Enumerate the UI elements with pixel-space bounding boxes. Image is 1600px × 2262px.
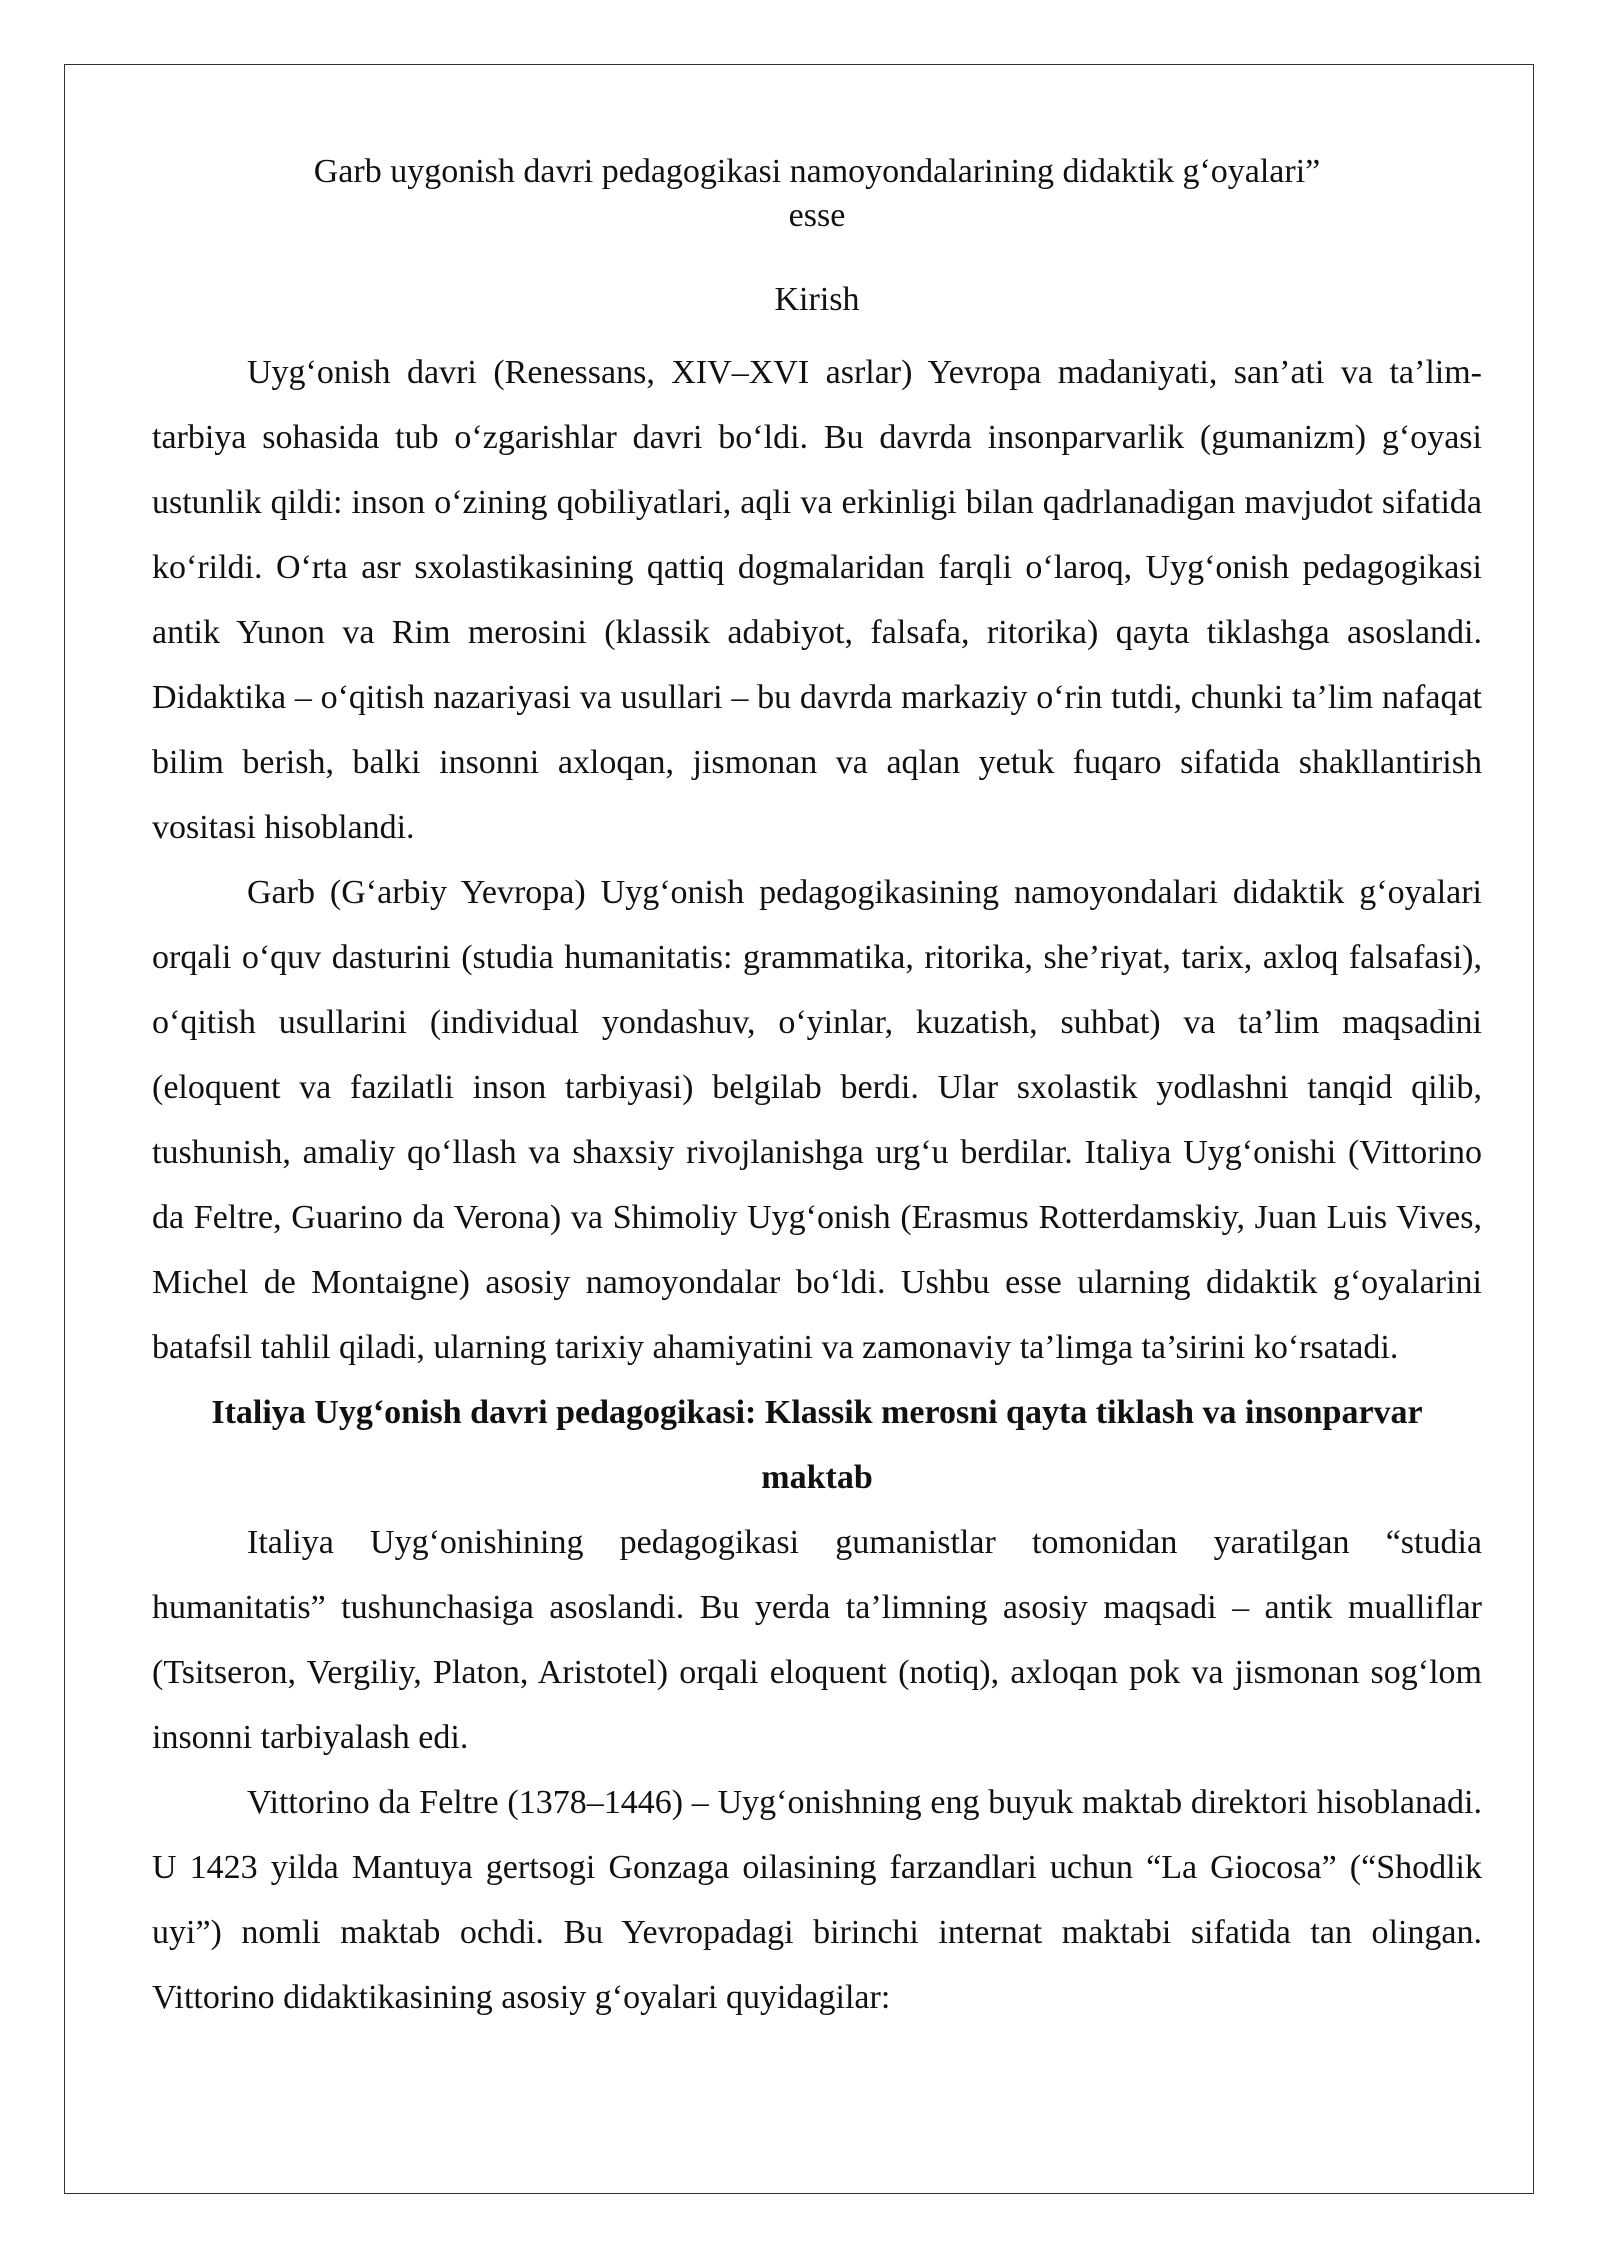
intro-heading: Kirish: [774, 281, 860, 318]
document-title: Garb uygonish davri pedagogikasi namoyondalarining didaktik g‘oyalari”: [313, 153, 1321, 190]
section-heading-italy: Italiya Uyg‘onish davri pedagogikasi: Klassik merosni qayta tiklash va insonparvar maktab: [211, 1394, 1423, 1496]
paragraph-section-2: Vittorino da Feltre (1378–1446) – Uyg‘onishning eng buyuk maktab direktori hisoblanadi. U 1423 yilda Mantuya gertsogi Gonzaga oilasining farzandlari uchun “La Giocosa” (“Shodlik uyi”) nomli maktab ochdi. Bu Yevropadagi birinchi internat maktabi sifatida tan olingan. Vittorino didaktikasining asosiy g‘oyalari quyidagilar:: [152, 1784, 1482, 2016]
paragraph-intro-1: Uyg‘onish davri (Renessans, XIV–XVI asrlar) Yevropa madaniyati, san’ati va ta’lim-tarbiya sohasida tub o‘zgarishlar davri bo‘ldi. Bu davrda insonparvarlik (gumanizm) g‘oyasi ustunlik qildi: inson o‘zining qobiliyatlari, aqli va erkinligi bilan qadrlanadigan mavjudot sifatida ko‘rildi. O‘rta asr sxolastikasining qattiq dogmalaridan farqli o‘laroq, Uyg‘onish pedagogikasi antik Yunon va Rim merosini (klassik adabiyot, falsafa, ritorika) qayta tiklashga asoslandi. Didaktika – o‘qitish nazariyasi va usullari – bu davrda markaziy o‘rin tutdi, chunki ta’lim nafaqat bilim berish, balki insonni axloqan, jismonan va aqlan yetuk fuqaro sifatida shakllantirish vositasi hisoblandi.: [152, 354, 1482, 846]
document-subtitle: esse: [788, 197, 846, 234]
paragraph-intro-2: Garb (G‘arbiy Yevropa) Uyg‘onish pedagogikasining namoyondalari didaktik g‘oyalari orqali o‘quv dasturini (studia humanitatis: grammatika, ritorika, she’riyat, tarix, axloq falsafasi), o‘qitish usullarini (individual yondashuv, o‘yinlar, kuzatish, suhbat) va ta’lim maqsadini (eloquent va fazilatli inson tarbiyasi) belgilab berdi. Ular sxolastik yodlashni tanqid qilib, tushunish, amaliy qo‘llash va shaxsiy rivojlanishga urg‘u berdilar. Italiya Uyg‘onishi (Vittorino da Feltre, Guarino da Verona) va Shimoliy Uyg‘onish (Erasmus Rotterdamskiy, Juan Luis Vives, Michel de Montaigne) asosiy namoyondalar bo‘ldi. Ushbu esse ularning didaktik g‘oyalarini batafsil tahlil qiladi, ularning tarixiy ahamiyatini va zamonaviy ta’limga ta’sirini ko‘rsatadi.: [152, 874, 1482, 1366]
paragraph-section-1: Italiya Uyg‘onishining pedagogikasi gumanistlar tomonidan yaratilgan “studia humanitatis” tushunchasiga asoslandi. Bu yerda ta’limning asosiy maqsadi – antik mualliflar (Tsitseron, Vergiliy, Platon, Aristotel) orqali eloquent (notiq), axloqan pok va jismonan sog‘lom insonni tarbiyalash edi.: [152, 1524, 1482, 1756]
document-body: [152, 150, 1482, 2030]
